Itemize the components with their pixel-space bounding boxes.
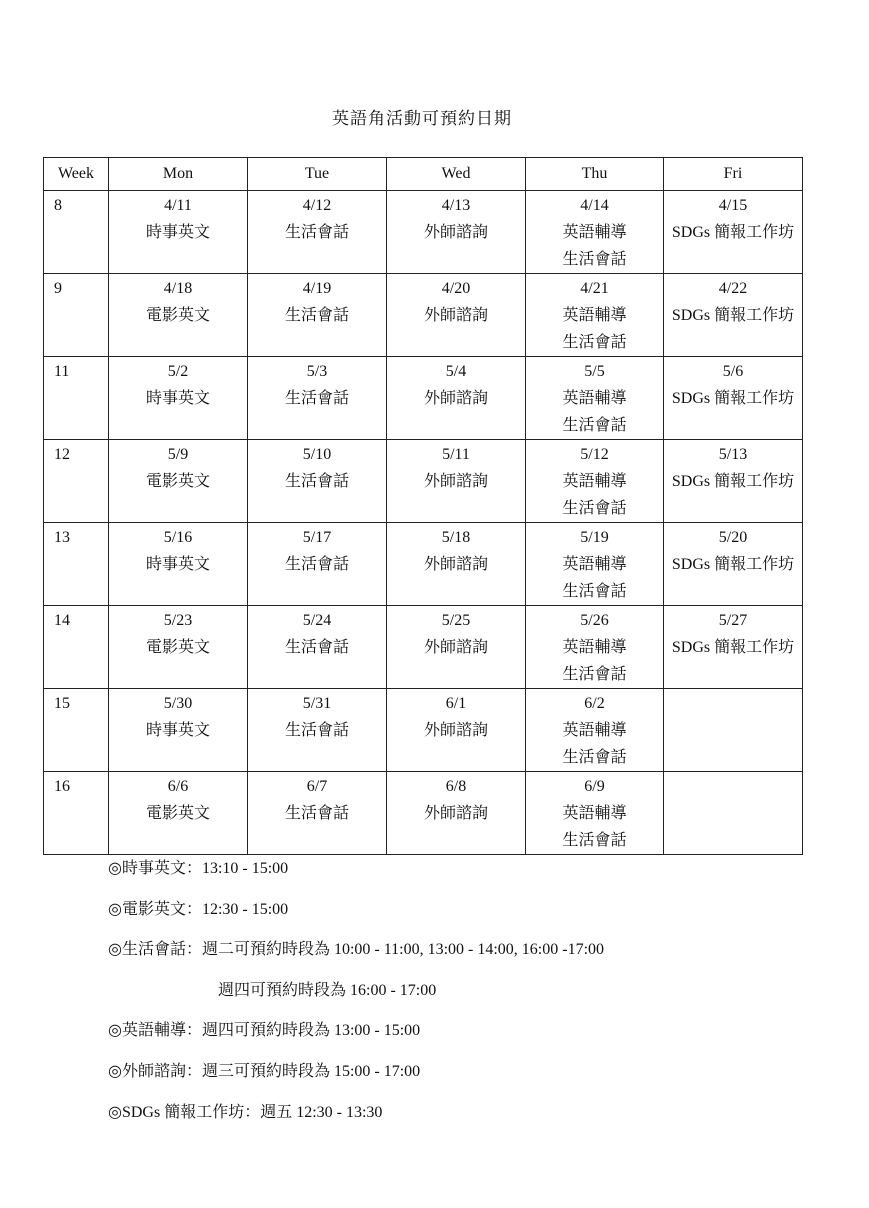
cell-date: 5/26 [580, 612, 609, 629]
cell-date: 4/21 [580, 280, 609, 297]
day-cell-fri [664, 357, 803, 440]
header-week: Week [44, 158, 109, 191]
day-cell-tue [248, 689, 387, 772]
day-cell-thu [526, 274, 664, 357]
day-cell-thu [526, 606, 664, 689]
day-cell-fri [664, 689, 803, 772]
cell-activity: 英語輔導 [562, 556, 627, 573]
day-cell-mon [109, 274, 248, 357]
cell-date: 5/13 [718, 446, 748, 463]
cell-activity: 英語輔導 [562, 722, 627, 739]
cell-date: 5/30 [163, 695, 193, 712]
cell-date: 6/6 [167, 778, 189, 795]
week-cell: 8 [44, 191, 109, 274]
cell-activity: SDGs 簡報工作坊 [671, 556, 795, 573]
cell-date: 5/24 [302, 612, 332, 629]
cell-date: 5/16 [163, 529, 193, 546]
day-cell-fri [664, 606, 803, 689]
week-cell: 14 [44, 606, 109, 689]
day-cell-wed [387, 523, 526, 606]
cell-date: 6/7 [306, 778, 328, 795]
day-cell-wed [387, 689, 526, 772]
table-row [44, 606, 803, 689]
cell-date: 5/10 [302, 446, 332, 463]
cell-activity: SDGs 簡報工作坊 [671, 307, 795, 324]
cell-activity: 外師諮詢 [423, 473, 488, 490]
cell-date: 4/20 [441, 280, 471, 297]
notes-section [108, 853, 604, 1137]
day-cell-mon [109, 689, 248, 772]
day-cell-fri [664, 772, 803, 855]
day-cell-mon [109, 440, 248, 523]
cell-activity: 生活會話 [284, 390, 349, 407]
day-cell-tue [248, 357, 387, 440]
day-cell-wed [387, 357, 526, 440]
day-cell-mon [109, 191, 248, 274]
cell-activity: 外師諮詢 [423, 390, 488, 407]
cell-activity: SDGs 簡報工作坊 [671, 224, 795, 241]
cell-date: 4/19 [302, 280, 332, 297]
week-cell: 9 [44, 274, 109, 357]
header-mon: Mon [109, 158, 248, 191]
week-cell: 15 [44, 689, 109, 772]
day-cell-wed [387, 191, 526, 274]
cell-date: 6/1 [445, 695, 467, 712]
cell-activity: SDGs 簡報工作坊 [671, 390, 795, 407]
schedule-header [44, 158, 803, 191]
cell-activity: 英語輔導 [562, 390, 627, 407]
cell-activity: 英語輔導 [562, 805, 627, 822]
cell-date: 4/11 [164, 197, 192, 214]
day-cell-tue [248, 772, 387, 855]
cell-activity: 生活會話 [284, 556, 349, 573]
cell-date: 4/14 [580, 197, 609, 214]
day-cell-fri [664, 274, 803, 357]
cell-activity: 英語輔導 [562, 224, 627, 241]
cell-activity: 生活會話 [562, 500, 627, 517]
cell-activity: 英語輔導 [562, 473, 627, 490]
day-cell-mon [109, 772, 248, 855]
cell-activity: SDGs 簡報工作坊 [671, 473, 795, 490]
cell-activity: 生活會話 [284, 473, 349, 490]
cell-date: 4/22 [718, 280, 748, 297]
note-line: ◎英語輔導：週四可預約時段為 13:00 - 15:00 [108, 1022, 421, 1040]
cell-date: 5/9 [167, 446, 189, 463]
note-line: ◎SDGs 簡報工作坊：週五 12:30 - 13:30 [108, 1103, 383, 1121]
cell-activity: 外師諮詢 [423, 639, 488, 656]
cell-activity: 時事英文 [145, 556, 210, 573]
cell-activity: 電影英文 [145, 805, 210, 822]
table-row [44, 772, 803, 855]
cell-date: 5/23 [163, 612, 193, 629]
header-thu: Thu [526, 158, 664, 191]
cell-activity: 時事英文 [145, 390, 210, 407]
cell-date: 5/19 [580, 529, 609, 546]
week-cell: 16 [44, 772, 109, 855]
day-cell-wed [387, 772, 526, 855]
cell-date: 6/9 [584, 778, 605, 795]
cell-date: 5/6 [722, 363, 744, 380]
week-cell: 11 [44, 357, 109, 440]
header-row [44, 158, 803, 191]
cell-date: 5/3 [306, 363, 328, 380]
cell-date: 5/12 [580, 446, 609, 463]
day-cell-mon [109, 357, 248, 440]
cell-date: 6/8 [445, 778, 467, 795]
cell-activity: 電影英文 [145, 473, 210, 490]
day-cell-mon [109, 606, 248, 689]
cell-activity: 生活會話 [562, 417, 627, 434]
cell-date: 5/25 [441, 612, 471, 629]
day-cell-wed [387, 440, 526, 523]
cell-activity: 生活會話 [284, 805, 349, 822]
cell-date: 5/5 [584, 363, 605, 380]
cell-date: 5/31 [302, 695, 332, 712]
cell-date: 5/2 [167, 363, 189, 380]
cell-activity: 生活會話 [562, 334, 627, 351]
cell-activity: 生活會話 [562, 666, 627, 683]
cell-date: 6/2 [584, 695, 605, 712]
note-line: 週四可預約時段為 16:00 - 17:00 [218, 981, 437, 999]
table-row [44, 357, 803, 440]
cell-date: 5/18 [441, 529, 471, 546]
day-cell-tue [248, 523, 387, 606]
cell-date: 5/4 [445, 363, 467, 380]
cell-activity: 外師諮詢 [423, 224, 488, 241]
cell-activity: 英語輔導 [562, 639, 627, 656]
header-tue: Tue [248, 158, 387, 191]
cell-activity: 電影英文 [145, 639, 210, 656]
week-cell: 13 [44, 523, 109, 606]
note-line: ◎生活會話：週二可預約時段為 10:00 - 11:00, 13:00 - 14:00, 16:00 -17:00 [108, 941, 605, 959]
cell-date: 5/11 [442, 446, 470, 463]
header-fri: Fri [664, 158, 803, 191]
day-cell-fri [664, 523, 803, 606]
cell-activity: 時事英文 [145, 224, 210, 241]
day-cell-tue [248, 191, 387, 274]
cell-date: 4/12 [302, 197, 332, 214]
cell-activity: 生活會話 [562, 251, 627, 268]
cell-activity: 生活會話 [562, 583, 627, 600]
table-row [44, 523, 803, 606]
page-title: 英語角活動可預約日期 [332, 109, 512, 128]
schedule-body [44, 191, 803, 855]
day-cell-thu [526, 440, 664, 523]
table-row [44, 440, 803, 523]
day-cell-thu [526, 191, 664, 274]
cell-activity: 電影英文 [145, 307, 210, 324]
cell-date: 4/18 [163, 280, 193, 297]
cell-activity: 生活會話 [284, 307, 349, 324]
day-cell-wed [387, 274, 526, 357]
cell-date: 5/17 [302, 529, 332, 546]
cell-date: 4/15 [718, 197, 748, 214]
day-cell-tue [248, 274, 387, 357]
cell-activity: 生活會話 [284, 722, 349, 739]
note-line: ◎電影英文：12:30 - 15:00 [108, 900, 289, 918]
table-row [44, 689, 803, 772]
day-cell-mon [109, 523, 248, 606]
cell-date: 4/13 [441, 197, 471, 214]
cell-activity: 英語輔導 [562, 307, 627, 324]
cell-activity: 外師諮詢 [423, 805, 488, 822]
cell-activity: 生活會話 [284, 224, 349, 241]
day-cell-fri [664, 440, 803, 523]
day-cell-thu [526, 772, 664, 855]
cell-date: 5/20 [718, 529, 748, 546]
cell-activity: 生活會話 [284, 639, 349, 656]
header-wed: Wed [387, 158, 526, 191]
day-cell-wed [387, 606, 526, 689]
note-line: ◎時事英文：13:10 - 15:00 [108, 860, 289, 877]
cell-activity: 生活會話 [562, 832, 627, 849]
schedule-table [43, 157, 803, 855]
table-row [44, 191, 803, 274]
note-line: ◎外師諮詢：週三可預約時段為 15:00 - 17:00 [108, 1062, 421, 1080]
table-row [44, 274, 803, 357]
week-cell: 12 [44, 440, 109, 523]
cell-activity: 外師諮詢 [423, 722, 488, 739]
cell-activity: 時事英文 [145, 722, 210, 739]
cell-activity: 生活會話 [562, 749, 627, 766]
day-cell-fri [664, 191, 803, 274]
day-cell-thu [526, 357, 664, 440]
day-cell-tue [248, 440, 387, 523]
cell-activity: 外師諮詢 [423, 556, 488, 573]
day-cell-thu [526, 523, 664, 606]
day-cell-tue [248, 606, 387, 689]
cell-date: 5/27 [718, 612, 748, 629]
cell-activity: SDGs 簡報工作坊 [671, 639, 795, 656]
day-cell-thu [526, 689, 664, 772]
cell-activity: 外師諮詢 [423, 307, 488, 324]
